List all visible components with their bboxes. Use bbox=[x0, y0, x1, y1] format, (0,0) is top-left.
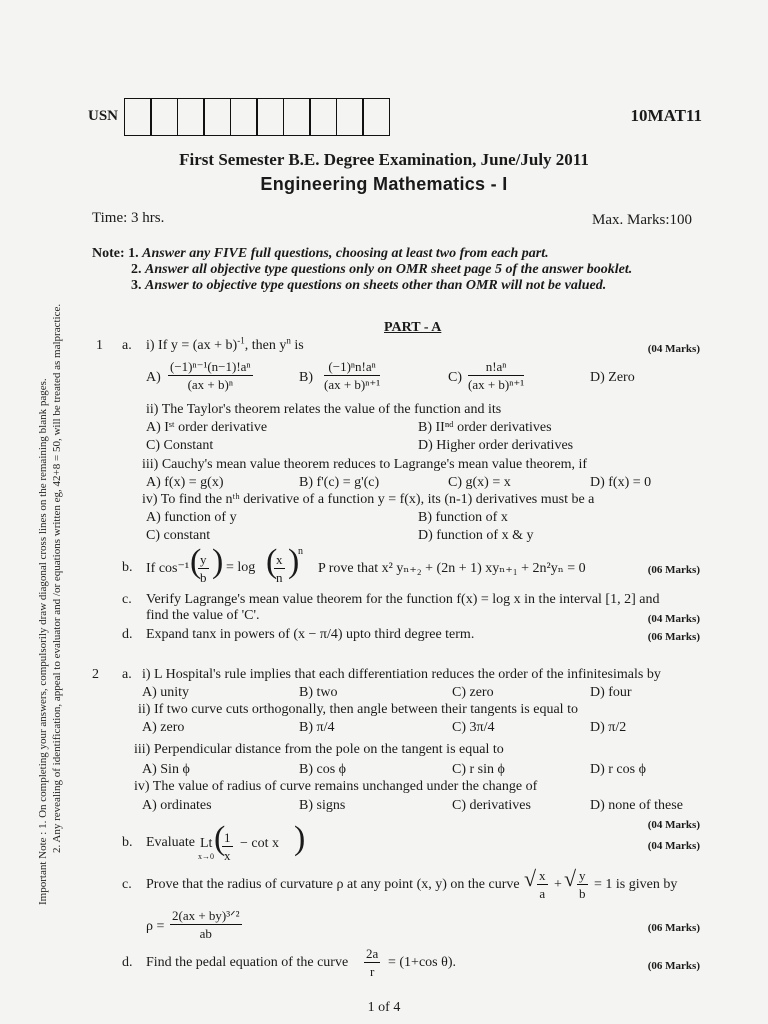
note-line-1: Note: 1. Answer any FIVE full questions, choosing at least two from each part. bbox=[92, 246, 549, 261]
usn-box[interactable] bbox=[124, 98, 152, 136]
q2a-label: a. bbox=[122, 667, 132, 682]
usn-label: USN bbox=[88, 108, 119, 124]
q1a-ii-opt-c: C) Constant bbox=[146, 438, 214, 453]
q1b-paren-open: ( bbox=[190, 543, 202, 580]
q1a-iv-opt-c: C) constant bbox=[146, 528, 211, 543]
subject-title: Engineering Mathematics - I bbox=[260, 174, 508, 194]
q1a-ii-opt-a: A) Iˢᵗ order derivative bbox=[146, 420, 268, 435]
q1b-paren2-close: ) bbox=[288, 543, 300, 580]
q2b-frac: $\frac{1}{x}$ bbox=[224, 830, 231, 863]
q2a-iii-opt-d: D) r cos ϕ bbox=[590, 762, 646, 777]
q2a-iv-text: iv) The value of radius of curve remains unchanged under the change of bbox=[134, 779, 538, 794]
usn-box[interactable] bbox=[256, 98, 284, 136]
q2d-label: d. bbox=[122, 955, 133, 970]
page-number: 1 of 4 bbox=[367, 1000, 401, 1015]
q1c-label: c. bbox=[122, 592, 132, 607]
exam-title: First Semester B.E. Degree Examination, June/July 2011 bbox=[179, 150, 589, 169]
q2a-ii-opt-c: C) 3π/4 bbox=[452, 720, 495, 735]
q2c-rho-frac: 2(ax + by)³ᐟ² ab bbox=[172, 908, 240, 941]
q1d-label: d. bbox=[122, 627, 133, 642]
q2c-sqrt-icon-2: √ bbox=[564, 866, 577, 891]
q2a-iv-opt-c: C) derivatives bbox=[452, 798, 531, 813]
usn-box[interactable] bbox=[177, 98, 205, 136]
side-note-line2: 2. Any revealing of identification, appeal to evaluator and /or equations written eg, 42+8 = 50, will be treated as malpractice. bbox=[51, 303, 63, 853]
q2d-frac: $\frac{2a}{r}$ bbox=[366, 946, 379, 979]
note-block bbox=[92, 246, 632, 294]
usn-box[interactable] bbox=[150, 98, 178, 136]
q1a-ii-text: ii) The Taylor's theorem relates the value of the function and its bbox=[146, 402, 502, 417]
q1a-i-opt-d: D) Zero bbox=[590, 370, 635, 385]
note-line-2: 2. Answer all objective type questions only on OMR sheet page 5 of the answer booklet. bbox=[131, 262, 633, 277]
q2b-paren-close: ) bbox=[294, 820, 306, 857]
q1b-label: b. bbox=[122, 560, 133, 575]
part-a-heading: PART - A bbox=[384, 320, 442, 335]
q1d-text: Expand tanx in powers of (x − π/4) upto third degree term. bbox=[146, 627, 475, 642]
q1a-iii-opt-d: D) f(x) = 0 bbox=[590, 475, 652, 490]
q2a-iii-opt-a: A) Sin ϕ bbox=[142, 762, 190, 777]
q2a-iii-opt-c: C) r sin ϕ bbox=[452, 762, 505, 777]
q1b-text2: P rove that x² yₙ₊₂ + (2n + 1) xyₙ₊₁ + 2n²yₙ = 0 bbox=[318, 561, 586, 576]
q2c-rho: ρ = bbox=[146, 919, 165, 934]
usn-boxes bbox=[125, 98, 390, 136]
q2a-marks: (04 Marks) bbox=[647, 819, 700, 831]
q1a-iii-opt-c: C) g(x) = x bbox=[448, 475, 511, 490]
q2b-cot: − cot x bbox=[240, 836, 279, 851]
q2c-end: = 1 is given by bbox=[594, 877, 678, 892]
q2a-iii-text: iii) Perpendicular distance from the pole on the tangent is equal to bbox=[134, 742, 504, 757]
q1d-marks: (06 Marks) bbox=[647, 631, 700, 643]
q2a-i-opt-c: C) zero bbox=[452, 685, 494, 700]
q1-number: 1 bbox=[96, 338, 103, 353]
usn-box[interactable] bbox=[362, 98, 390, 136]
time-label: Time: 3 hrs. bbox=[92, 210, 165, 226]
q1a-i-opt-b: B) bbox=[299, 370, 313, 385]
q1a-iv-text: iv) To find the nᵗʰ derivative of a function y = f(x), its (n-1) derivatives must be a bbox=[142, 492, 595, 507]
q2a-ii-text: ii) If two curve cuts orthogonally, then angle between their tangents is equal to bbox=[138, 702, 578, 717]
q2b-lt: Lt bbox=[200, 836, 213, 851]
q1a-iii-text: iii) Cauchy's mean value theorem reduces to Lagrange's mean value theorem, if bbox=[142, 457, 588, 472]
q2-number: 2 bbox=[92, 667, 99, 682]
q2a-i-text: i) L Hospital's rule implies that each differentiation reduces the order of the infinitesimals by bbox=[142, 667, 661, 682]
q1a-ii-opt-d: D) Higher order derivatives bbox=[418, 438, 574, 453]
q1b-frac-yb: $\frac{y}{b}$ bbox=[200, 552, 207, 585]
usn-box[interactable] bbox=[203, 98, 231, 136]
usn-box[interactable] bbox=[309, 98, 337, 136]
q2b-limit: x→0 bbox=[198, 852, 214, 861]
note-line-3: 3. Answer to objective type questions on sheets other than OMR will not be valued. bbox=[131, 278, 607, 293]
q1a-iii-opt-a: A) f(x) = g(x) bbox=[146, 475, 224, 490]
q1a-iv-opt-a: A) function of y bbox=[146, 510, 237, 525]
q1a-iv-opt-b: B) function of x bbox=[418, 510, 508, 525]
q2c-plus: + bbox=[554, 877, 562, 892]
q2c-sqrt-icon: √ bbox=[524, 866, 537, 891]
q1a-ii-opt-b: B) IIⁿᵈ order derivatives bbox=[418, 420, 552, 435]
q1b-text1: If cos⁻¹ bbox=[146, 561, 190, 576]
q2b-text: Evaluate bbox=[146, 835, 195, 850]
q2c-frac-yb: $\frac{y}{b}$ bbox=[579, 868, 586, 901]
q1a-label: a. bbox=[122, 338, 132, 353]
usn-box[interactable] bbox=[283, 98, 311, 136]
q2a-iv-opt-b: B) signs bbox=[299, 798, 346, 813]
q1c-marks: (04 Marks) bbox=[647, 613, 700, 625]
q2a-ii-opt-b: B) π/4 bbox=[299, 720, 335, 735]
usn-box[interactable] bbox=[336, 98, 364, 136]
q2a-i-opt-a: A) unity bbox=[142, 685, 190, 700]
q1a-iv-opt-d: D) function of x & y bbox=[418, 528, 534, 543]
q1a-i-frac-c: $\frac{\text{n!aⁿ}}{\text{(ax + b)ⁿ⁺¹}}$ bbox=[468, 359, 525, 392]
side-important-note bbox=[36, 185, 64, 905]
q1a-i-frac-a: $\frac{\text{(−1)ⁿ⁻¹(n−1)!aⁿ}}{\text{(ax + b)ⁿ}}$ bbox=[170, 359, 251, 392]
q2c-frac-xa: $\frac{x}{a}$ bbox=[539, 868, 546, 901]
q1b-eq-log: = log bbox=[226, 560, 256, 575]
q2a-ii-opt-d: D) π/2 bbox=[590, 720, 627, 735]
q1a-i-text: i) If y = (ax + b)$^{-1}$, then $y^n$ is bbox=[146, 335, 304, 353]
q1b-paren2-open: ( bbox=[266, 543, 278, 580]
q1b-frac-xn: $\frac{x}{n}$ bbox=[276, 552, 283, 585]
q2b-marks: (04 Marks) bbox=[647, 840, 700, 852]
q1a-i-frac-b: $\frac{\text{(−1)ⁿn!aⁿ}}{\text{(ax + b)ⁿ⁺¹}}$ bbox=[324, 359, 381, 392]
q2a-i-opt-b: B) two bbox=[299, 685, 338, 700]
q2b-paren-open: ( bbox=[214, 820, 226, 857]
q1b-power-n: n bbox=[298, 546, 303, 557]
q2c-text: Prove that the radius of curvature ρ at any point (x, y) on the curve bbox=[146, 877, 520, 892]
q2a-iv-opt-d: D) none of these bbox=[590, 798, 683, 813]
q1a-i-opt-a: A) bbox=[146, 370, 161, 385]
q2d-eq: = (1+cos θ). bbox=[388, 955, 456, 970]
q2a-i-opt-d: D) four bbox=[590, 685, 632, 700]
q2b-label: b. bbox=[122, 835, 133, 850]
side-note-line1: Important Note : 1. On completing your answers, compulsorily draw diagonal cross lines on the remaining blank pages. bbox=[37, 378, 49, 905]
q1b-paren-close: ) bbox=[212, 543, 224, 580]
q2a-ii-opt-a: A) zero bbox=[142, 720, 185, 735]
usn-box[interactable] bbox=[230, 98, 258, 136]
q1c-text2: find the value of 'C'. bbox=[146, 608, 260, 623]
q2c-label: c. bbox=[122, 877, 132, 892]
q2a-iii-opt-b: B) cos ϕ bbox=[299, 762, 347, 777]
q1c-text1: Verify Lagrange's mean value theorem for the function f(x) = log x in the interval [1, 2] and bbox=[146, 592, 660, 607]
q2d-text: Find the pedal equation of the curve bbox=[146, 955, 349, 970]
max-marks-label: Max. Marks:100 bbox=[592, 212, 692, 228]
subject-code: 10MAT11 bbox=[630, 106, 702, 125]
q2c-marks: (06 Marks) bbox=[647, 922, 700, 934]
q1a-marks: (04 Marks) bbox=[647, 343, 700, 355]
q1a-iii-opt-b: B) f'(c) = g'(c) bbox=[299, 475, 380, 490]
q2d-marks: (06 Marks) bbox=[647, 960, 700, 972]
q1b-marks: (06 Marks) bbox=[647, 564, 700, 576]
q2a-iv-opt-a: A) ordinates bbox=[142, 798, 212, 813]
q1a-i-opt-c: C) bbox=[448, 370, 462, 385]
